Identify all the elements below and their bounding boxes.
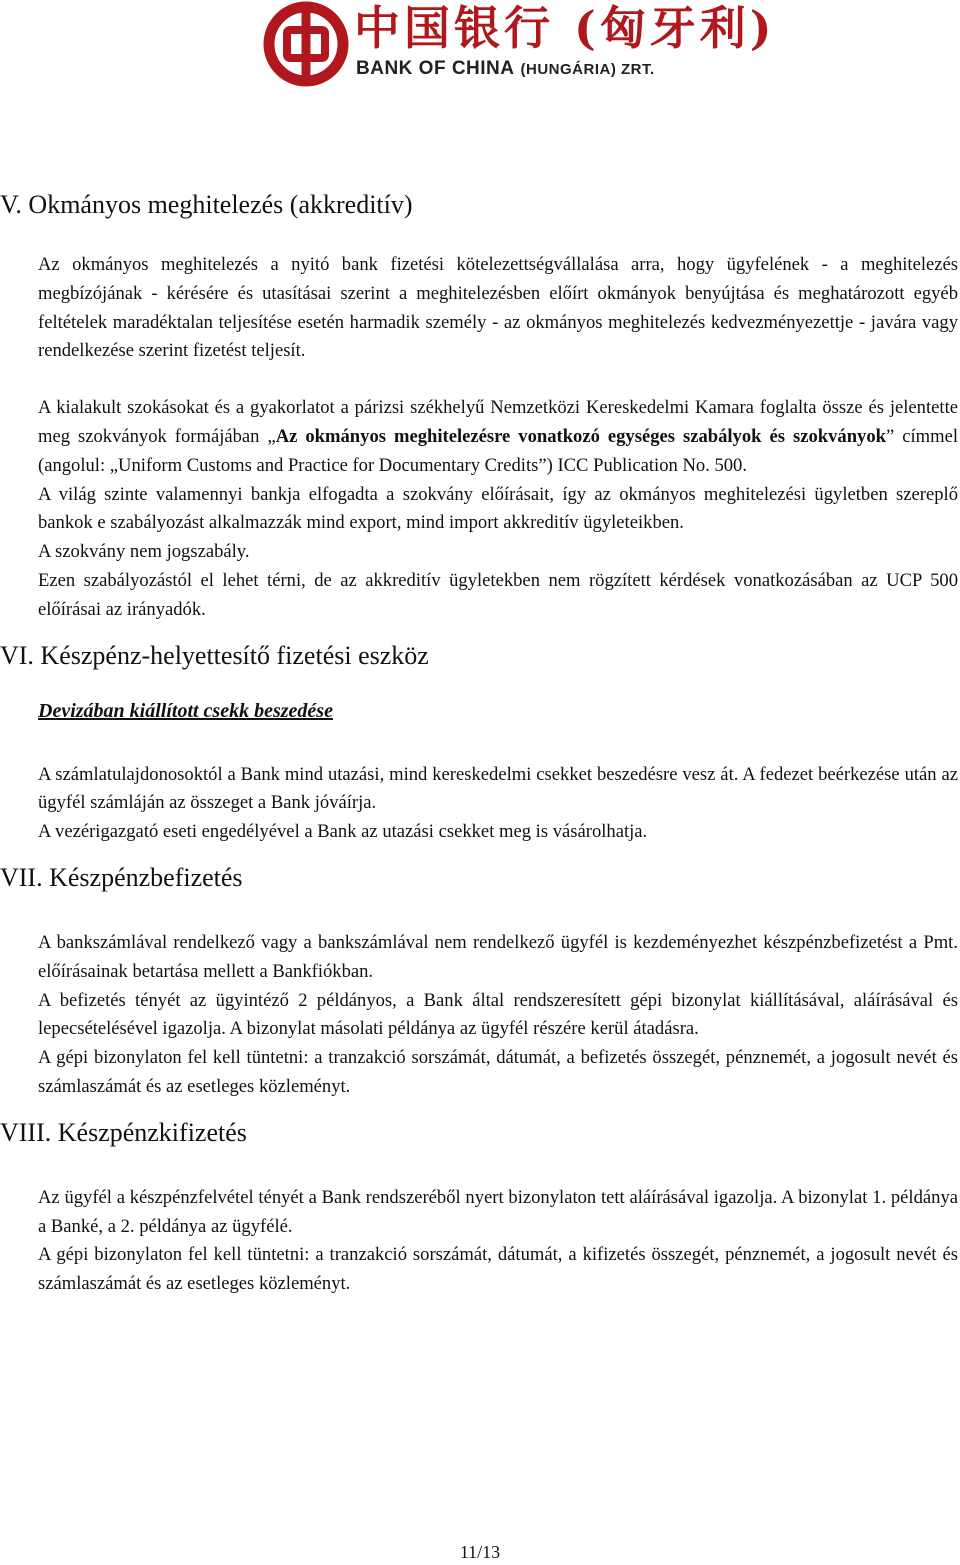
section-5-paragraph-2-bold: Az okmányos meghitelezésre vonatkozó egységes szabályok és szokványok [275, 425, 886, 447]
section-5-paragraph-2 [38, 394, 958, 480]
logo-english-name [356, 58, 655, 80]
section-5-paragraph-2-end: ” címmel (angolul: „Uniform Customs and Practice for Documentary Credits”) ICC Publication No. 500. [38, 425, 958, 476]
document-body [0, 190, 958, 1299]
section-7-paragraph-3: A gépi bizonylaton fel kell tüntetni: a tranzakció sorszámát, dátumát, a befizetés összegét, pénznemét, a jogosult nevét és számlaszámát és az esetleges közleményt. [38, 1047, 958, 1097]
section-6-paragraph-2: A vezérigazgató eseti engedélyével a Bank az utazási csekket meg is vásárolhatja. [38, 821, 648, 843]
section-7-title: VII. Készpénzbefizetés [0, 862, 243, 892]
bank-header [262, 0, 776, 90]
bank-of-china-logo-icon [262, 0, 352, 90]
section-5-paragraph-2-start: A kialakult szokásokat és a gyakorlatot a párizsi székhelyű Nemzetközi Kereskedelmi Kamara foglalta össze és jelentette meg szokványok formájában „ [38, 397, 958, 447]
section-7-paragraph-2: A befizetés tényét az ügyintéző 2 példányos, a Bank által rendszeresített gépi bizonylat kiállításával, aláírásával és lepecsételésével igazolja. A bizonylat másolati példánya az ügyfél részére kerül átadásra. [38, 989, 958, 1040]
section-5-paragraph-1: Az okmányos meghitelezés a nyitó bank fizetési kötelezettségvállalása arra, hogy ügyfelének - a meghitelezés megbízójának - kérésére és utasításai szerint a meghitelezésben előírt okmányok benyújtása és meghatározott egyéb feltételek maradéktalan teljesítése esetén harmadik személy - az okmányos meghitelezés kedvezményezettje - javára vagy rendelkezése szerint fizetést teljesít. [38, 254, 958, 362]
logo-english-main: BANK OF CHINA [356, 58, 515, 79]
logo-english-sub: (HUNGÁRIA) ZRT. [520, 61, 655, 78]
section-8-title: VIII. Készpénzkifizetés [0, 1117, 247, 1147]
section-5-title: V. Okmányos meghitelezés (akkreditív) [0, 190, 413, 219]
section-5-paragraph-4: A szokvány nem jogszabály. [38, 541, 250, 563]
section-6-title: VI. Készpénz-helyettesítő fizetési eszköz [0, 640, 429, 670]
logo-chinese-name: 中国银行 (匈牙利) [354, 1, 776, 55]
page-number: 11/13 [459, 1542, 501, 1562]
section-8-paragraph-2: A gépi bizonylaton fel kell tüntetni: a tranzakció sorszámát, dátumát, a kifizetés összegét, pénznemét, a jogosult nevét és számlaszámát és az esetleges közleményt. [38, 1244, 958, 1295]
section-8-paragraph-1: Az ügyfél a készpénzfelvétel tényét a Bank rendszeréből nyert bizonylaton tett aláírásával igazolja. A bizonylat 1. példánya a Banké, a 2. példánya az ügyfélé. [38, 1186, 958, 1237]
section-6-paragraph-1: A számlatulajdonosoktól a Bank mind utazási, mind kereskedelmi csekket beszedésre vesz át. A fedezet beérkezése után az ügyfél számláján az összeget a Bank jóváírja. [38, 763, 958, 814]
section-7-paragraph-1: A bankszámlával rendelkező vagy a bankszámlával nem rendelkező ügyfél is kezdeményezhet készpénzbefizetést a Pmt. előírásainak betartása mellett a Bankfiókban. [38, 931, 958, 982]
section-5-paragraph-3: A világ szinte valamennyi bankja elfogadta a szokvány előírásait, így az okmányos meghitelezési ügyletben szereplő bankok e szabályozást alkalmazzák mind export, mind import akkreditív ügyleteikben. [38, 483, 958, 534]
section-5-paragraph-5: Ezen szabályozástól el lehet térni, de az akkreditív ügyletekben nem rögzített kérdések vonatkozásában az UCP 500 előírásai az irányadók. [38, 569, 958, 620]
section-6-subheading: Devizában kiállított csekk beszedése [38, 699, 333, 722]
